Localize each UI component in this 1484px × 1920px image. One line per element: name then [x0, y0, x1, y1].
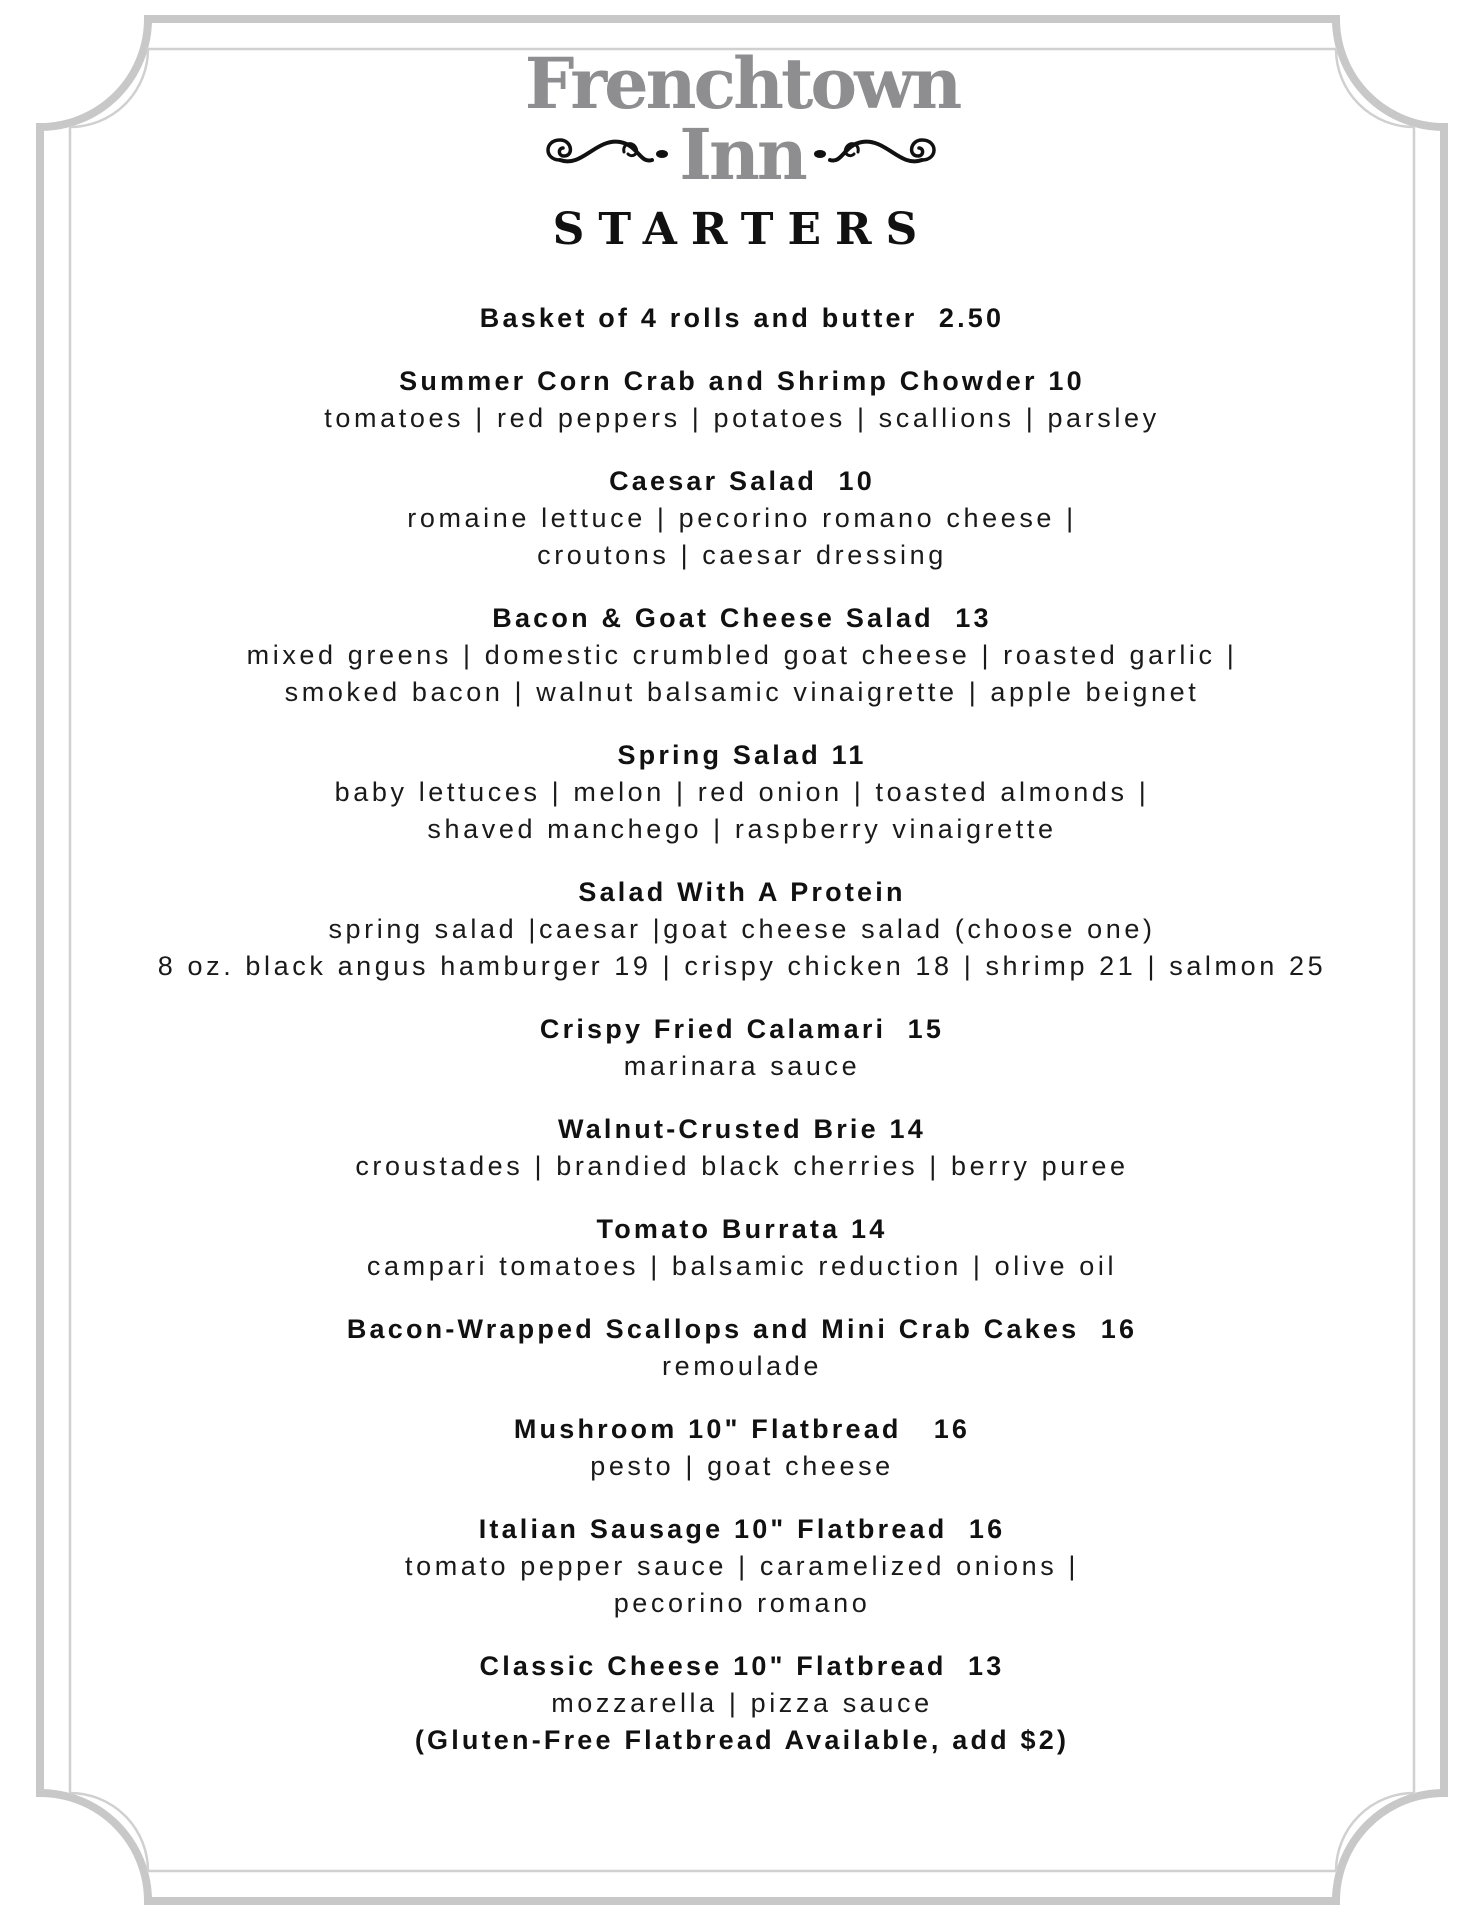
- menu-item-description: mozzarella | pizza sauce: [551, 1688, 933, 1718]
- menu-item-description: smoked bacon | walnut balsamic vinaigrette | apple beignet: [284, 677, 1200, 707]
- menu-item-name: Crispy Fried Calamari 15: [539, 1014, 945, 1044]
- menu-list: [0, 300, 1484, 1785]
- menu-item-name: Tomato Burrata 14: [596, 1214, 888, 1244]
- menu-item-description: mixed greens | domestic crumbled goat cheese | roasted garlic |: [246, 640, 1238, 670]
- menu-item-description: spring salad |caesar |goat cheese salad (choose one): [328, 914, 1156, 944]
- menu-item-description: tomatoes | red peppers | potatoes | scallions | parsley: [324, 403, 1160, 433]
- menu-item-name: Salad With A Protein: [578, 877, 906, 907]
- menu-item-description: marinara sauce: [623, 1051, 861, 1081]
- menu-item: [0, 463, 1484, 574]
- menu-item: [0, 1111, 1484, 1185]
- menu-item-description: pecorino romano: [613, 1588, 871, 1618]
- section-title: STARTERS: [552, 204, 932, 255]
- menu-item-name: Bacon-Wrapped Scallops and Mini Crab Cakes 16: [346, 1314, 1138, 1344]
- menu-item: [0, 1411, 1484, 1485]
- left-flourish-icon: [540, 128, 670, 178]
- right-flourish-icon: [812, 128, 942, 178]
- menu-item-description: baby lettuces | melon | red onion | toasted almonds |: [334, 777, 1150, 807]
- menu-item: [0, 874, 1484, 985]
- logo-name-line1: Frenchtown: [524, 42, 960, 125]
- menu-item-description: 8 oz. black angus hamburger 19 | crispy chicken 18 | shrimp 21 | salmon 25: [157, 951, 1327, 981]
- menu-item: [0, 600, 1484, 711]
- menu-item-description: campari tomatoes | balsamic reduction | olive oil: [366, 1251, 1118, 1281]
- menu-item: [0, 363, 1484, 437]
- menu-item-description: romaine lettuce | pecorino romano cheese |: [407, 503, 1077, 533]
- menu-item-name: Summer Corn Crab and Shrimp Chowder 10: [399, 366, 1085, 396]
- menu-item-name: Spring Salad 11: [617, 740, 867, 770]
- logo: [0, 42, 1484, 196]
- menu-item-description: croustades | brandied black cherries | berry puree: [355, 1151, 1129, 1181]
- menu-item-description: croutons | caesar dressing: [537, 540, 947, 570]
- menu-item: [0, 1211, 1484, 1285]
- menu-item-name: Walnut-Crusted Brie 14: [558, 1114, 926, 1144]
- gluten-free-note: (Gluten-Free Flatbread Available, add $2): [414, 1725, 1070, 1755]
- menu-item-name: Italian Sausage 10" Flatbread 16: [478, 1514, 1006, 1544]
- menu-item: [0, 737, 1484, 848]
- menu-item-name: Caesar Salad 10: [609, 466, 875, 496]
- menu-item-description: pesto | goat cheese: [590, 1451, 894, 1481]
- menu-item: [0, 1648, 1484, 1759]
- menu-item: [0, 300, 1484, 337]
- menu-item: [0, 1311, 1484, 1385]
- menu-item-name: Mushroom 10" Flatbread 16: [513, 1414, 971, 1444]
- menu-item-description: shaved manchego | raspberry vinaigrette: [427, 814, 1057, 844]
- menu-item-description: tomato pepper sauce | caramelized onions |: [404, 1551, 1080, 1581]
- menu-item-name: Bacon & Goat Cheese Salad 13: [492, 603, 992, 633]
- menu-item: [0, 1011, 1484, 1085]
- menu-item: [0, 1511, 1484, 1622]
- menu-item-name: Basket of 4 rolls and butter 2.50: [479, 303, 1005, 333]
- menu-item-name: Classic Cheese 10" Flatbread 13: [479, 1651, 1005, 1681]
- menu-item-description: remoulade: [662, 1351, 822, 1381]
- logo-name-line2: Inn: [679, 113, 805, 196]
